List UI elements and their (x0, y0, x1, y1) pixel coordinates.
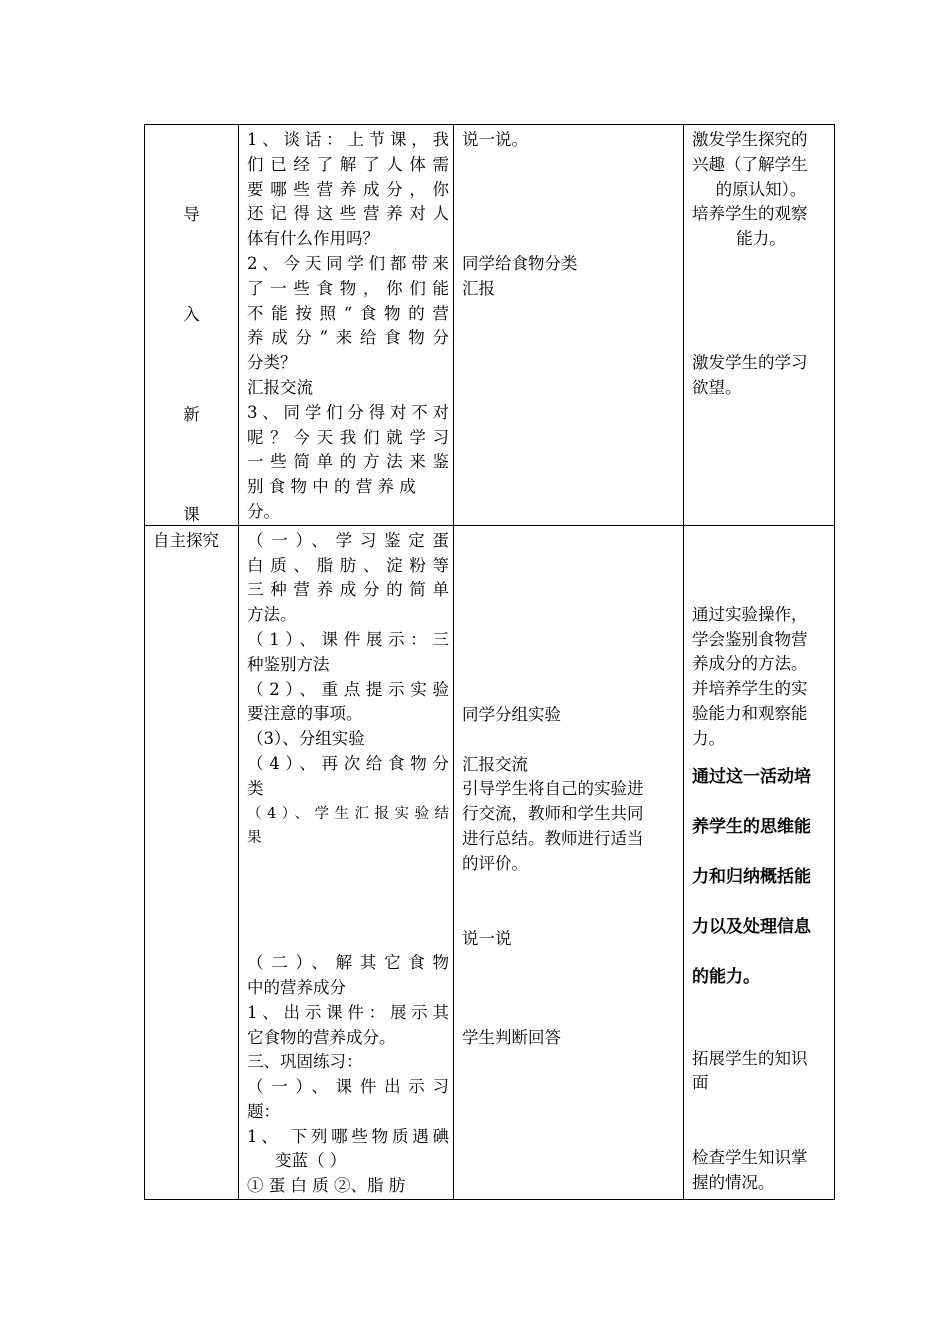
text-line: 拓展学生的知识 (692, 1048, 808, 1068)
text-line: 1、谈话：上节课，我 (247, 130, 449, 149)
text-line: 养成分的方法。 (692, 654, 808, 674)
text-line: 们已经了解了人体需 (247, 154, 449, 174)
text-line: 汇报交流 (247, 377, 313, 397)
text-line: 汇报 (462, 278, 495, 298)
stage-label: 自主探究 (153, 530, 219, 550)
text-line: 并培养学生的实 (692, 679, 808, 699)
text-line: 引导学生将自己的实验进 (462, 779, 644, 799)
text-line: （一）、学习鉴定蛋 (247, 530, 449, 550)
text-line: 激发学生的学习 (692, 352, 808, 372)
text-line: 了一些食物，你们能 (247, 278, 449, 298)
text-line: 类 (247, 778, 264, 798)
student-activity-explore (454, 525, 684, 1199)
stage-char: 导 (183, 205, 200, 224)
text-line: 同学给食物分类 (462, 253, 578, 273)
text-line: （二）、解其它食物 (247, 953, 449, 973)
text-line-bold: 通过这一活动培 (692, 766, 811, 787)
text-line: 变蓝（ ） (275, 1151, 347, 1171)
text-line: 种鉴别方法 (247, 654, 330, 674)
text-line: 不能按照“食物的营 (247, 303, 449, 323)
row-intro (145, 125, 835, 526)
text-line: 学生判断回答 (462, 1028, 561, 1048)
text-line: 说一说。 (462, 130, 528, 149)
text-line-bold: 力以及处理信息 (692, 916, 811, 937)
stage-cell-explore (145, 525, 239, 1199)
stage-char: 新 (183, 405, 200, 424)
text-line: 进行总结。教师进行适当 (462, 828, 644, 848)
stage-char: 入 (183, 305, 200, 324)
text-line: 体有什么作用吗？ (247, 229, 379, 249)
text-line: 1、出示课件：展示其 (247, 1002, 449, 1022)
lesson-plan-table (144, 124, 835, 1200)
teacher-activity-intro (239, 125, 454, 526)
design-intent-intro (684, 125, 835, 526)
text-line: 力。 (692, 728, 725, 748)
text-line: 要注意的事项。 (247, 704, 363, 724)
design-intent-explore (684, 525, 835, 1199)
text-line: 三、巩固练习： (247, 1052, 363, 1072)
text-line: 培养学生的观察 (692, 204, 808, 224)
text-line: 的原认知）。 (715, 179, 807, 199)
text-line: 的评价。 (462, 853, 528, 873)
text-line: 汇报交流 (462, 754, 528, 774)
text-line: 面 (692, 1073, 709, 1093)
text-line: 说一说 (462, 928, 512, 948)
text-line: 要哪些营养成分，你 (247, 179, 449, 199)
text-line: 方法。 (247, 605, 297, 625)
text-line: ① 蛋 白 质 ②、脂 肪 (247, 1176, 406, 1196)
text-line: （一）、课件出示习 (247, 1077, 449, 1097)
text-line-bold: 养学生的思维能 (692, 816, 811, 837)
text-line: 中的营养成分 (247, 977, 346, 997)
text-line: 一些简单的方法来鉴 (247, 452, 449, 472)
text-line: 检查学生知识掌 (692, 1148, 808, 1168)
text-line: 2、今天同学们都带来 (247, 253, 449, 273)
text-line: 通过实验操作， (692, 604, 808, 624)
text-line: 分。 (247, 501, 280, 521)
text-line-bold: 的能力。 (692, 966, 760, 987)
row-explore (145, 525, 835, 1199)
stage-char: 课 (183, 505, 200, 524)
text-line: 学会鉴别食物营 (692, 629, 808, 649)
text-line: 行交流，教师和学生共同 (462, 804, 644, 824)
text-line: 握的情况。 (692, 1172, 775, 1192)
text-line: 养成分”来给食物分 (247, 328, 449, 348)
text-line: 兴趣（了解学生 (692, 154, 808, 174)
text-line: 果 (247, 830, 262, 847)
text-line: 1、 下列哪些物质遇碘 (247, 1126, 449, 1146)
text-line: （4）、学生汇报实验结 (247, 805, 449, 822)
text-line: 还记得这些营养对人 (247, 204, 449, 224)
text-line: 3、同学们分得对不对 (247, 402, 449, 422)
text-line: （4）、再次给食物分 (247, 753, 449, 773)
text-line: 分类？ (247, 353, 297, 373)
text-line: 呢？今天我们就学习 (247, 427, 449, 447)
teacher-activity-explore (239, 525, 454, 1199)
text-line: 别 食 物 中 的 营 养 成 (247, 477, 416, 497)
text-line: 题： (247, 1101, 280, 1121)
text-line: 三种营养成分的简单 (247, 580, 449, 600)
text-line: （3）、分组实验 (247, 729, 365, 749)
text-line: 激发学生探究的 (692, 130, 808, 149)
text-line: 它食物的营养成分。 (247, 1027, 396, 1047)
text-line: 欲望。 (692, 377, 742, 397)
text-line: 验能力和观察能 (692, 703, 808, 723)
text-line: （2）、重点提示实验 (247, 679, 449, 699)
stage-cell-intro (145, 125, 239, 526)
student-activity-intro (454, 125, 684, 526)
text-line: （1）、课件展示：三 (247, 629, 449, 649)
text-line: 同学分组实验 (462, 704, 561, 724)
text-line-bold: 力和归纳概括能 (692, 866, 811, 887)
text-line: 白质、脂肪、淀粉等 (247, 555, 449, 575)
text-line: 能力。 (736, 229, 786, 249)
